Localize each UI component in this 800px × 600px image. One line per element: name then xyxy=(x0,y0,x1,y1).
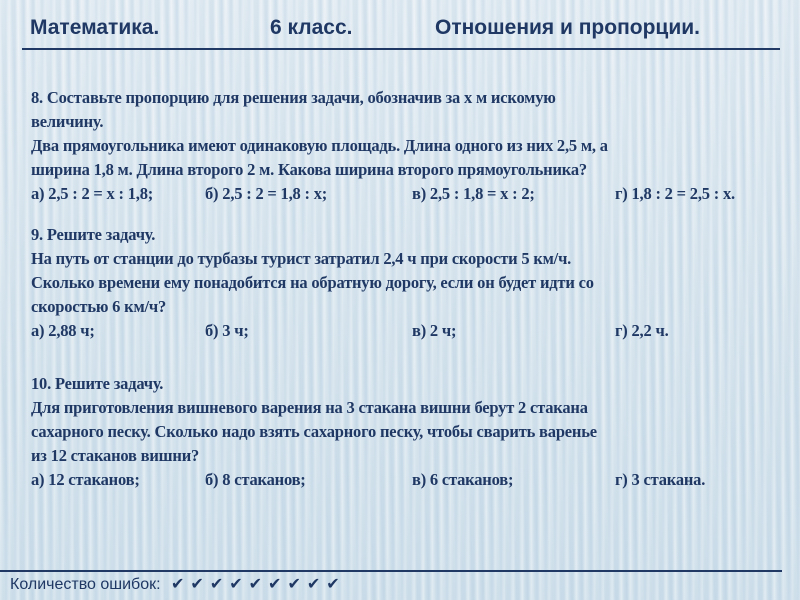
question-10 xyxy=(31,372,791,493)
question-8-line: 8. Составьте пропорцию для решения задачи, обозначив за х м искомую xyxy=(31,88,556,107)
checkmark-icon: ✔✔✔✔✔✔✔✔✔ xyxy=(171,576,346,593)
error-counter-label: Количество ошибок: xyxy=(10,576,161,593)
q9-option-d[interactable]: г) 2,2 ч. xyxy=(615,321,669,340)
footer-divider xyxy=(0,570,782,572)
tasks-content xyxy=(31,86,791,493)
question-10-line: из 12 стаканов вишни? xyxy=(31,446,200,465)
header-divider xyxy=(22,48,780,50)
q9-option-a[interactable]: а) 2,88 ч; xyxy=(31,321,95,340)
question-8-line: ширина 1,8 м. Длина второго 2 м. Какова ширина второго прямоугольника? xyxy=(31,160,587,179)
question-9-line: скоростью 6 км/ч? xyxy=(31,297,167,316)
question-9-line: Сколько времени ему понадобится на обратную дорогу, если он будет идти со xyxy=(31,273,594,292)
q8-option-b[interactable]: б) 2,5 : 2 = 1,8 : х; xyxy=(205,184,328,203)
question-10-line: Для приготовления вишневого варения на 3 стакана вишни берут 2 стакана xyxy=(31,398,588,417)
error-counter xyxy=(10,574,346,596)
question-8 xyxy=(31,86,791,207)
grade-title: 6 класс. xyxy=(270,16,353,39)
question-10-line: сахарного песку. Сколько надо взять сахарного песку, чтобы сварить варенье xyxy=(31,422,597,441)
q10-option-c[interactable]: в) 6 стаканов; xyxy=(412,470,514,489)
question-9-options xyxy=(31,319,791,344)
q8-option-c[interactable]: в) 2,5 : 1,8 = х : 2; xyxy=(412,184,535,203)
q9-option-b[interactable]: б) 3 ч; xyxy=(205,321,249,340)
q9-option-c[interactable]: в) 2 ч; xyxy=(412,321,457,340)
q10-option-a[interactable]: а) 12 стаканов; xyxy=(31,470,140,489)
question-8-options xyxy=(31,182,791,207)
question-8-line: Два прямоугольника имеют одинаковую площадь. Длина одного из них 2,5 м, а xyxy=(31,136,608,155)
question-8-line: величину. xyxy=(31,112,104,131)
question-9 xyxy=(31,223,791,344)
question-10-options xyxy=(31,468,791,493)
question-10-line: 10. Решите задачу. xyxy=(31,374,164,393)
question-9-line: На путь от станции до турбазы турист затратил 2,4 ч при скорости 5 км/ч. xyxy=(31,249,572,268)
question-9-line: 9. Решите задачу. xyxy=(31,225,156,244)
slide-header xyxy=(30,10,780,46)
q8-option-a[interactable]: а) 2,5 : 2 = х : 1,8; xyxy=(31,184,154,203)
subject-title: Математика. xyxy=(30,16,160,39)
q10-option-b[interactable]: б) 8 стаканов; xyxy=(205,470,306,489)
topic-title: Отношения и пропорции. xyxy=(435,16,700,39)
q8-option-d[interactable]: г) 1,8 : 2 = 2,5 : х. xyxy=(615,184,735,203)
q10-option-d[interactable]: г) 3 стакана. xyxy=(615,470,706,489)
